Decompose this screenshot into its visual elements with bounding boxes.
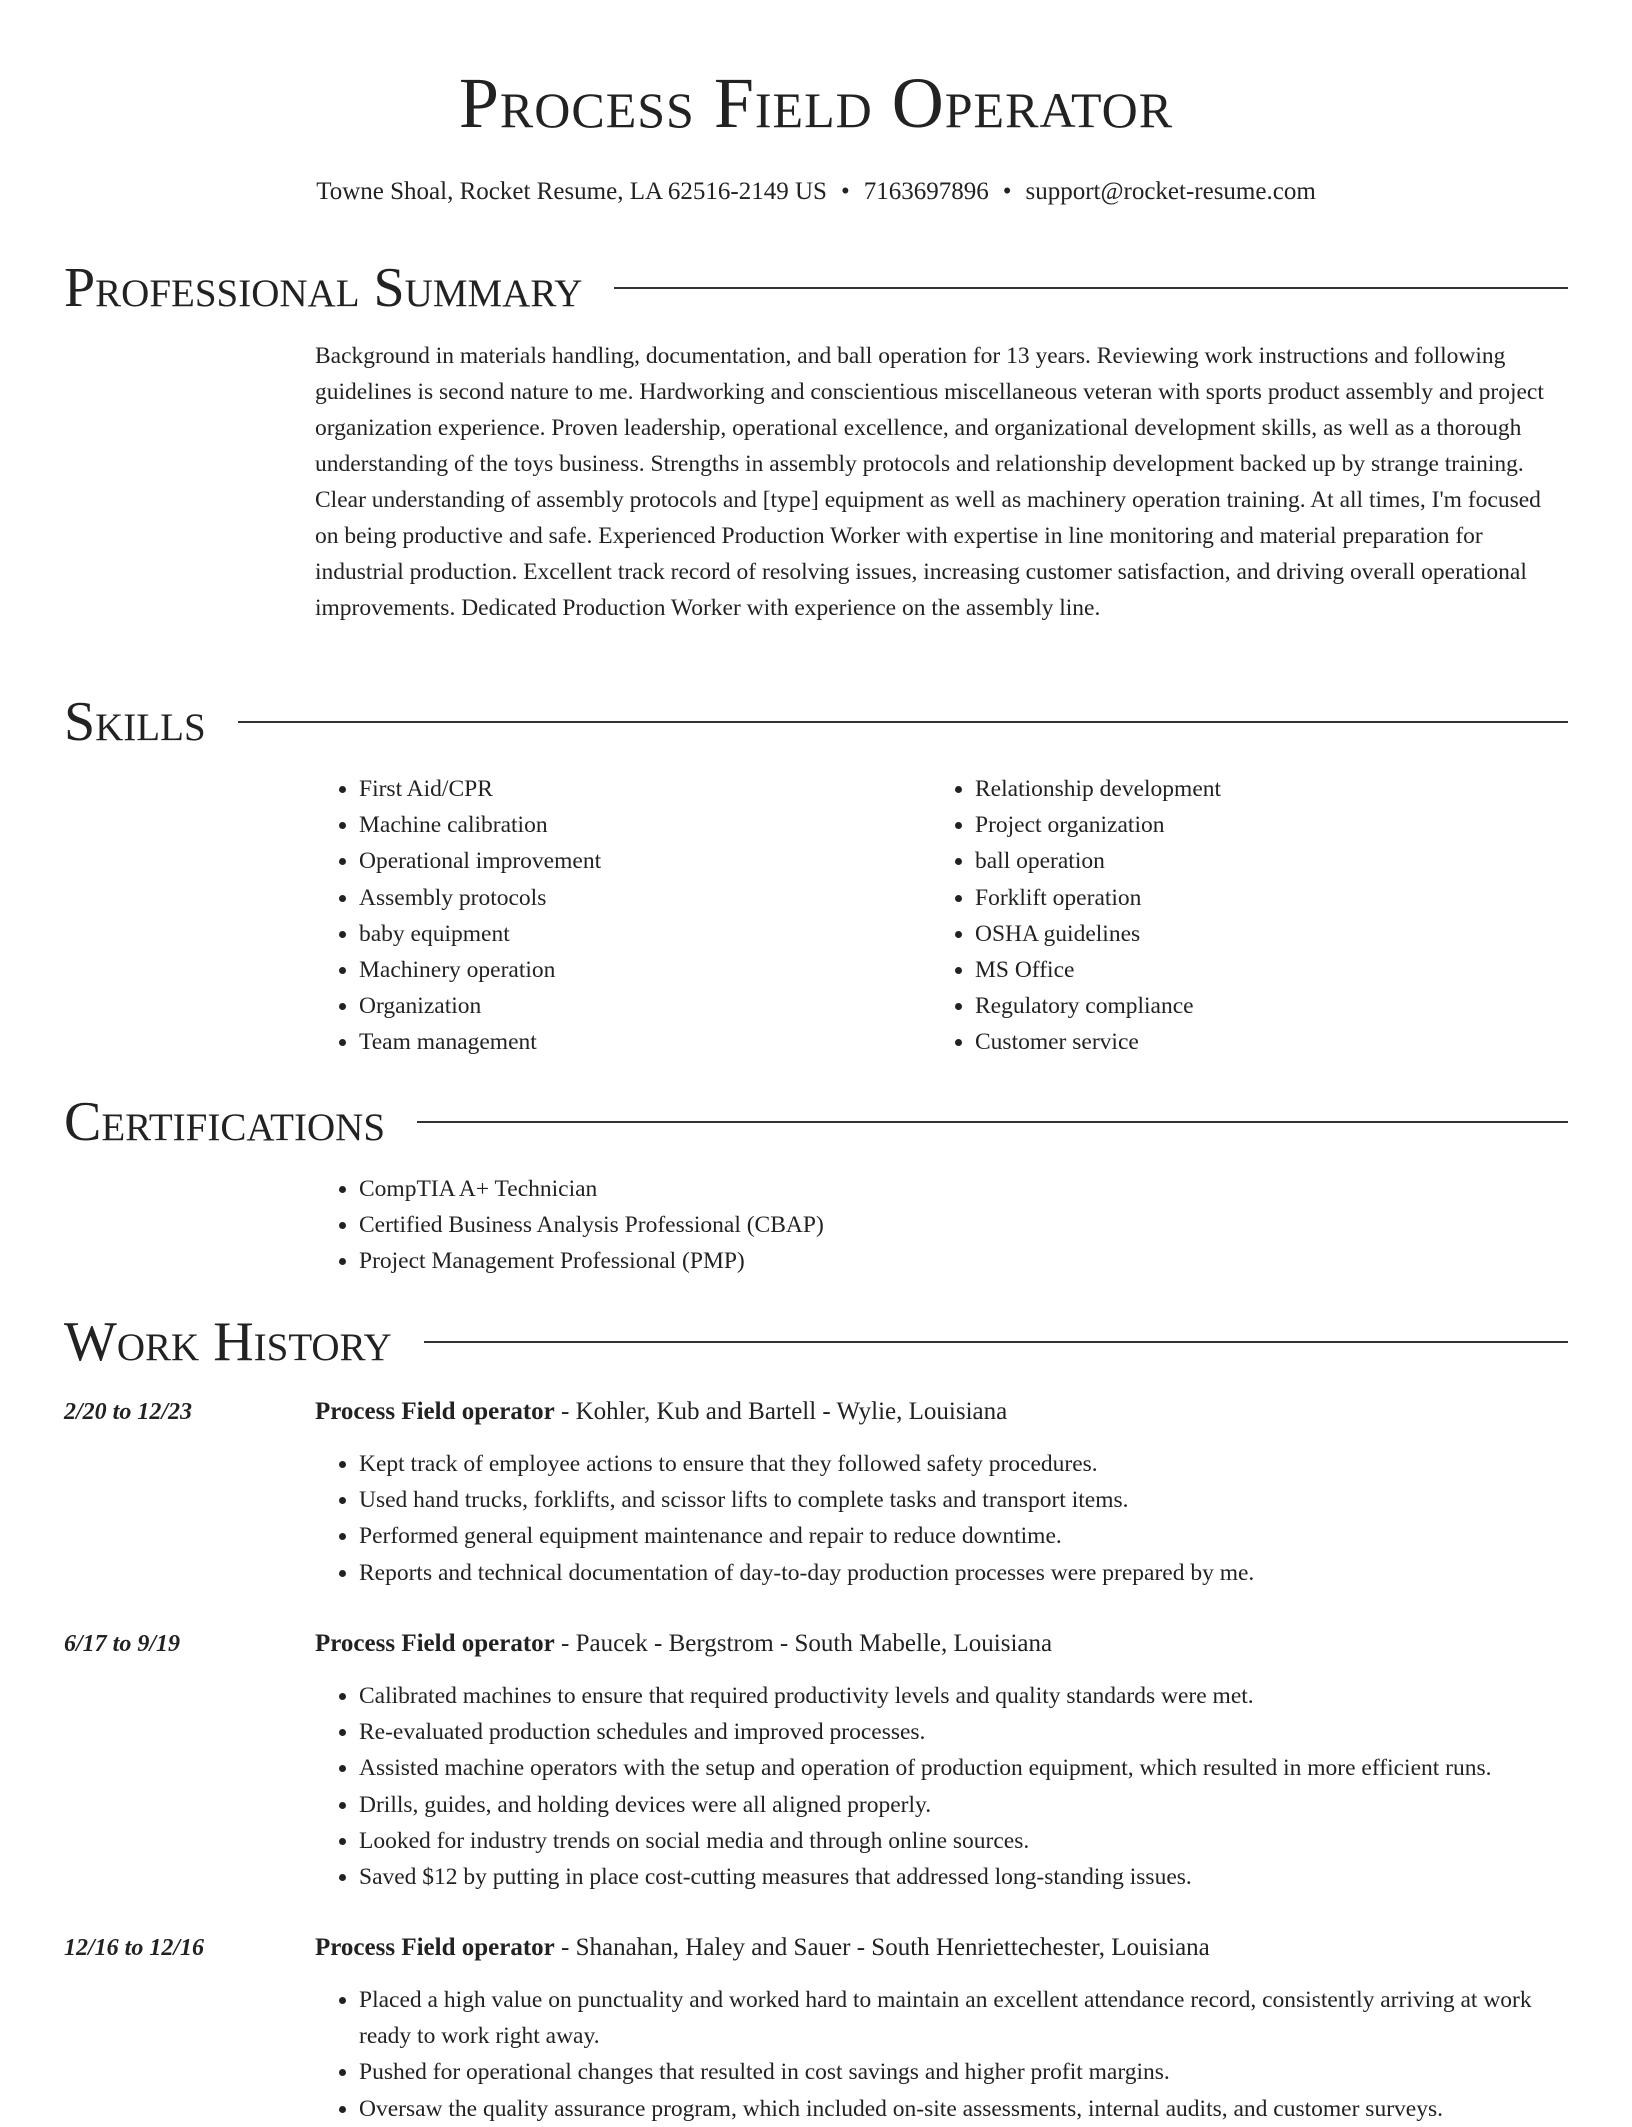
job-duty-item: • Performed general equipment maintenance and repair to reduce downtime. [359,1518,1570,1554]
job-duty-item: • Looked for industry trends on social media and through online sources. [359,1823,1570,1859]
certifications-title: Certifications [64,1091,386,1153]
skill-item: • ball operation [975,843,1571,879]
section-divider [238,721,1568,723]
skills-title: Skills [64,691,206,753]
job-duty-item: • Re-evaluated production schedules and improved processes. [359,1714,1570,1750]
job-company: - Paucek - Bergstrom - South Mabelle, Louisiana [554,1630,1053,1657]
skill-item: • Customer service [975,1024,1571,1060]
section-divider [614,287,1568,289]
job-title-line [315,1627,1052,1661]
contact-email: support@rocket-resume.com [1025,178,1316,205]
job-duty-item: • Oversaw the quality assurance program, which included on-site assessments, internal audits, and customer surveys. [359,2091,1570,2127]
job-duty-item: • Assisted machine operators with the setup and operation of production equipment, which resulted in more efficient runs. [359,1750,1570,1786]
job-duties [315,1446,1570,1591]
job-duty-item: • Drills, guides, and holding devices were all aligned properly. [359,1787,1570,1823]
certification-item: • Certified Business Analysis Professional (CBAP) [359,1207,1570,1243]
skill-item: • OSHA guidelines [975,916,1571,952]
skill-item: • Operational improvement [359,843,895,879]
job-duty-item: • Pushed for operational changes that resulted in cost savings and higher profit margins. [359,2054,1570,2090]
job-duty-item: • Calibrated machines to ensure that required productivity levels and quality standards were met. [359,1678,1570,1714]
contact-separator: • [840,178,850,205]
section-divider [424,1341,1568,1343]
summary-text: Background in materials handling, documentation, and ball operation for 13 years. Reviewing work instructions and following guidelines is second nature to me. Hardworking and conscientious miscellaneous veteran with sports product assembly and project organization experience. Proven leadership, operational excellence, and organizational development skills, as well as a thorough understanding of the toys business. Strengths in assembly protocols and relationship development backed up by strange training. Clear understanding of assembly protocols and [type] equipment as well as machinery operation training. At all times, I'm focused on being productive and safe. Experienced Production Worker with expertise in line monitoring and material preparation for industrial production. Excellent track record of resolving issues, increasing customer satisfaction, and driving overall operational improvements. Dedicated Production Worker with experience on the assembly line. [315,343,1544,621]
certifications-list [315,1171,1570,1280]
job-duty-item: • Kept track of employee actions to ensure that they followed safety procedures. [359,1446,1570,1482]
job-dates: 6/17 to 9/19 [64,1631,181,1657]
skill-item: • Team management [359,1024,895,1060]
skill-item: • Relationship development [975,771,1571,807]
section-divider [417,1121,1568,1123]
contact-phone: 7163697896 [863,178,989,205]
skill-item: • baby equipment [359,916,895,952]
work-history-title: Work History [64,1311,392,1373]
summary-section-header [64,256,1568,320]
job-dates: 12/16 to 12/16 [64,1935,205,1961]
job-role: Process Field operator [315,1934,555,1961]
job-role: Process Field operator [315,1398,555,1425]
skill-item: • Organization [359,988,895,1024]
job-duty-item: • Placed a high value on punctuality and worked hard to maintain an excellent attendance record, consistently arriving at work ready to work right away. [359,1982,1570,2054]
skills-section-header [64,690,1568,754]
skill-item: • Project organization [975,807,1571,843]
job-duty-item: • Used hand trucks, forklifts, and scissor lifts to complete tasks and transport items. [359,1482,1570,1518]
skills-column-right [931,771,1571,1061]
certifications-section-header [64,1090,1568,1154]
skill-item: • Machine calibration [359,807,895,843]
work-history-section-header [64,1310,1568,1374]
job-dates: 2/20 to 12/23 [64,1399,193,1425]
contact-separator: • [1002,178,1012,205]
skill-item: • Assembly protocols [359,880,895,916]
job-duties [315,1982,1570,2127]
summary-title: Professional Summary [64,257,583,319]
certification-item: • CompTIA A+ Technician [359,1171,1570,1207]
job-duties [315,1678,1570,1895]
skills-column-left [315,771,895,1061]
job-company: - Shanahan, Haley and Sauer - South Henriettechester, Louisiana [554,1934,1210,1961]
contact-line [0,176,1632,208]
job-company: - Kohler, Kub and Bartell - Wylie, Louisiana [554,1398,1008,1425]
job-role: Process Field operator [315,1630,555,1657]
job-title-line [315,1931,1210,1965]
skill-item: • Machinery operation [359,952,895,988]
skill-item: • MS Office [975,952,1571,988]
certification-item: • Project Management Professional (PMP) [359,1243,1570,1279]
skill-item: • First Aid/CPR [359,771,895,807]
job-duty-item: • Saved $12 by putting in place cost-cutting measures that addressed long-standing issues. [359,1859,1570,1895]
skill-item: • Regulatory compliance [975,988,1571,1024]
contact-address: Towne Shoal, Rocket Resume, LA 62516-2149 US [316,178,827,205]
job-duty-item: • Reports and technical documentation of day-to-day production processes were prepared by me. [359,1555,1570,1591]
job-title-line [315,1395,1007,1429]
candidate-name: Process Field Operator [458,63,1174,143]
skill-item: • Forklift operation [975,880,1571,916]
